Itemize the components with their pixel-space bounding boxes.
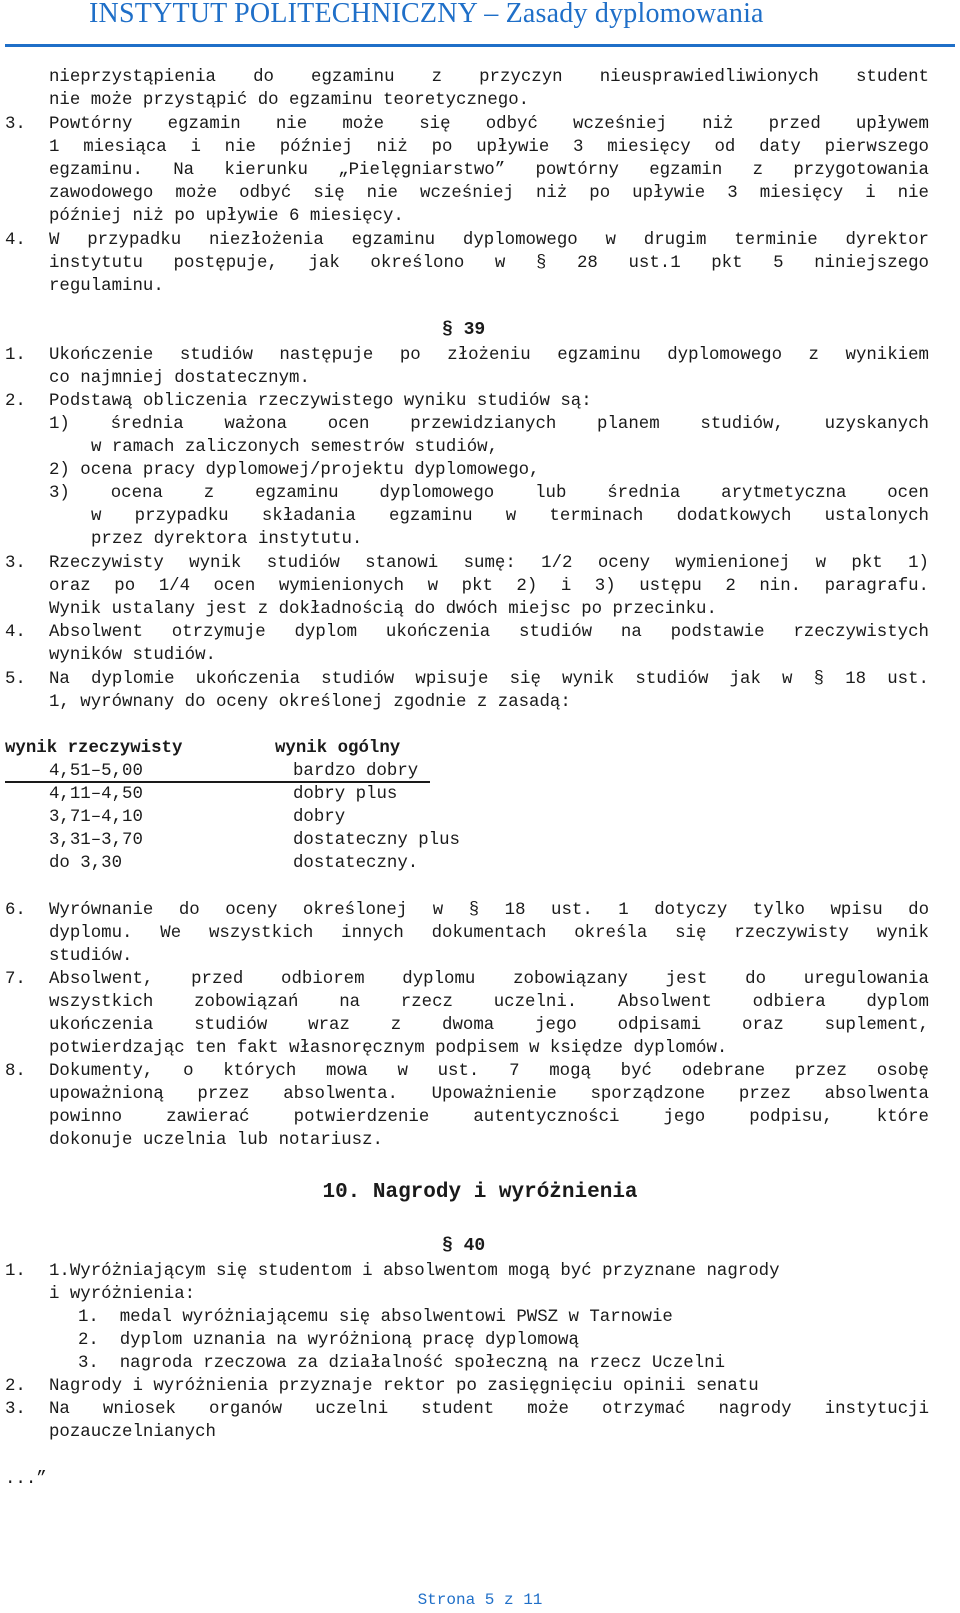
item-number: 4. [5,623,26,642]
text-line: w przypadku składania egzaminu w terminach dodatkowych ustalonych [91,507,929,526]
page-number: Strona 5 z 11 [417,1591,543,1609]
text-line: wyników studiów. [49,646,216,665]
text-line: Podstawą obliczenia rzeczywistego wyniku studiów są: [49,392,592,411]
text-line: nie może przystąpić do egzaminu teoretycznego. [49,91,530,110]
text-line: 1, wyrównany do oceny określonej zgodnie z zasadą: [49,693,571,712]
text-line: dyplomu. We wszystkich innych dokumentach określa się rzeczywisty wynik [49,924,929,943]
item-number: 7. [5,970,26,989]
item-number: 1. [5,346,26,365]
text-line: przez dyrektora instytutu. [91,530,363,549]
text-line: powinno zawierać potwierdzenie autentyczności jego podpisu, które [49,1108,929,1127]
text-line: i wyróżnienia: [49,1285,196,1304]
text-line: 1. medal wyróżniającemu się absolwentowi PWSZ w Tarnowie [78,1308,673,1327]
table-cell: 3,71–4,10 [49,808,143,827]
text-line: 2) ocena pracy dyplomowej/projektu dyplomowego, [49,461,540,480]
text-line: Powtórny egzamin nie może się odbyć wcześniej niż przed upływem [49,115,929,134]
text-line: 2. dyplom uznania na wyróżnioną pracę dyplomową [78,1331,579,1350]
text-line: Dokumenty, o których mowa w ust. 7 mogą być odebrane przez osobę [49,1062,929,1081]
section-heading: 10. Nagrody i wyróżnienia [322,1181,638,1204]
text-line: W przypadku niezłożenia egzaminu dyplomowego w drugim terminie dyrektor [49,231,929,250]
item-number: 2. [5,1377,26,1396]
table-cell: 3,31–3,70 [49,831,143,850]
item-number: 3. [5,554,26,573]
paragraph-marker: § 40 [442,1236,486,1256]
text-line: Nagrody i wyróżnienia przyznaje rektor po zasięgnięciu opinii senatu [49,1377,759,1396]
text-line: później niż po upływie 6 miesięcy. [49,207,404,226]
text-line: oraz po 1/4 ocen wymienionych w pkt 2) i 3) ustępu 2 nin. paragrafu. [49,577,929,596]
table-cell: bardzo dobry [293,762,419,781]
item-number: 8. [5,1062,26,1081]
item-number: 2. [5,392,26,411]
text-line: instytutu postępuje, jak określono w § 28 ust.1 pkt 5 niniejszego [49,254,929,273]
table-cell: dostateczny. [293,854,419,873]
header-rule [5,44,955,47]
table-header-actual: wynik rzeczywisty [5,739,183,758]
text-line: Absolwent, przed odbiorem dyplomu zobowiązany jest do uregulowania [49,970,929,989]
paragraph-marker: § 39 [442,320,486,340]
item-number: 1. [5,1262,26,1281]
text-line: 1.Wyróżniającym się studentom i absolwentom mogą być przyznane nagrody [49,1262,780,1281]
text-line: dokonuje uczelnia lub notariusz. [49,1131,383,1150]
item-number: 6. [5,901,26,920]
text-line: 1) średnia ważona ocen przewidzianych planem studiów, uzyskanych [49,415,929,434]
item-number: 5. [5,670,26,689]
document-header [0,0,960,50]
table-cell: dostateczny plus [293,831,460,850]
text-line: Wyrównanie do oceny określonej w § 18 ust. 1 dotyczy tylko wpisu do [49,901,929,920]
closing-quote: ...” [5,1470,47,1489]
text-line: Wynik ustalany jest z dokładnością do dwóch miejsc po przecinku. [49,600,717,619]
text-line: 3. nagroda rzeczowa za działalność społeczną na rzecz Uczelni [78,1354,726,1373]
text-line: nieprzystąpienia do egzaminu z przyczyn nieusprawiedliwionych student [49,68,929,87]
table-cell: dobry [293,808,346,827]
text-line: regulaminu. [49,277,164,296]
table-cell: 4,51–5,00 [49,762,143,781]
text-line: w ramach zaliczonych semestrów studiów, [91,438,499,457]
text-line: studiów. [49,947,133,966]
text-line: co najmniej dostatecznym. [49,369,310,388]
header-title: INSTYTUT POLITECHNICZNY – Zasady dyplomowania [89,0,764,29]
text-line: ukończenia studiów wraz z dwoma jego odpisami oraz suplement, [49,1016,929,1035]
text-line: egzaminu. Na kierunku „Pielęgniarstwo” powtórny egzamin z przygotowania [49,161,929,180]
table-cell: dobry plus [293,785,398,804]
text-line: 3) ocena z egzaminu dyplomowego lub średnia arytmetyczna ocen [49,484,929,503]
text-line: Absolwent otrzymuje dyplom ukończenia studiów na podstawie rzeczywistych [49,623,929,642]
item-number: 3. [5,115,26,134]
text-line: wszystkich zobowiązań na rzecz uczelni. Absolwent odbiera dyplom [49,993,929,1012]
text-line: zawodowego może odbyć się nie wcześniej niż po upływie 3 miesięcy i nie [49,184,929,203]
text-line: upoważnioną przez absolwenta. Upoważnienie sporządzone przez absolwenta [49,1085,929,1104]
table-cell: do 3,30 [49,854,123,873]
text-line: Ukończenie studiów następuje po złożeniu egzaminu dyplomowego z wynikiem [49,346,929,365]
item-number: 4. [5,231,26,250]
text-line: Rzeczywisty wynik studiów stanowi sumę: 1/2 oceny wymienionej w pkt 1) [49,554,929,573]
item-number: 3. [5,1400,26,1419]
text-line: 1 miesiąca i nie później niż po upływie 3 miesięcy od daty pierwszego [49,138,929,157]
table-header-overall: wynik ogólny [275,739,401,758]
table-cell: 4,11–4,50 [49,785,143,804]
text-line: pozauczelnianych [49,1423,216,1442]
text-line: Na wniosek organów uczelni student może otrzymać nagrody instytucji [49,1400,929,1419]
text-line: potwierdzając ten fakt własnoręcznym podpisem w księdze dyplomów. [49,1039,728,1058]
text-line: Na dyplomie ukończenia studiów wpisuje się wynik studiów jak w § 18 ust. [49,670,929,689]
